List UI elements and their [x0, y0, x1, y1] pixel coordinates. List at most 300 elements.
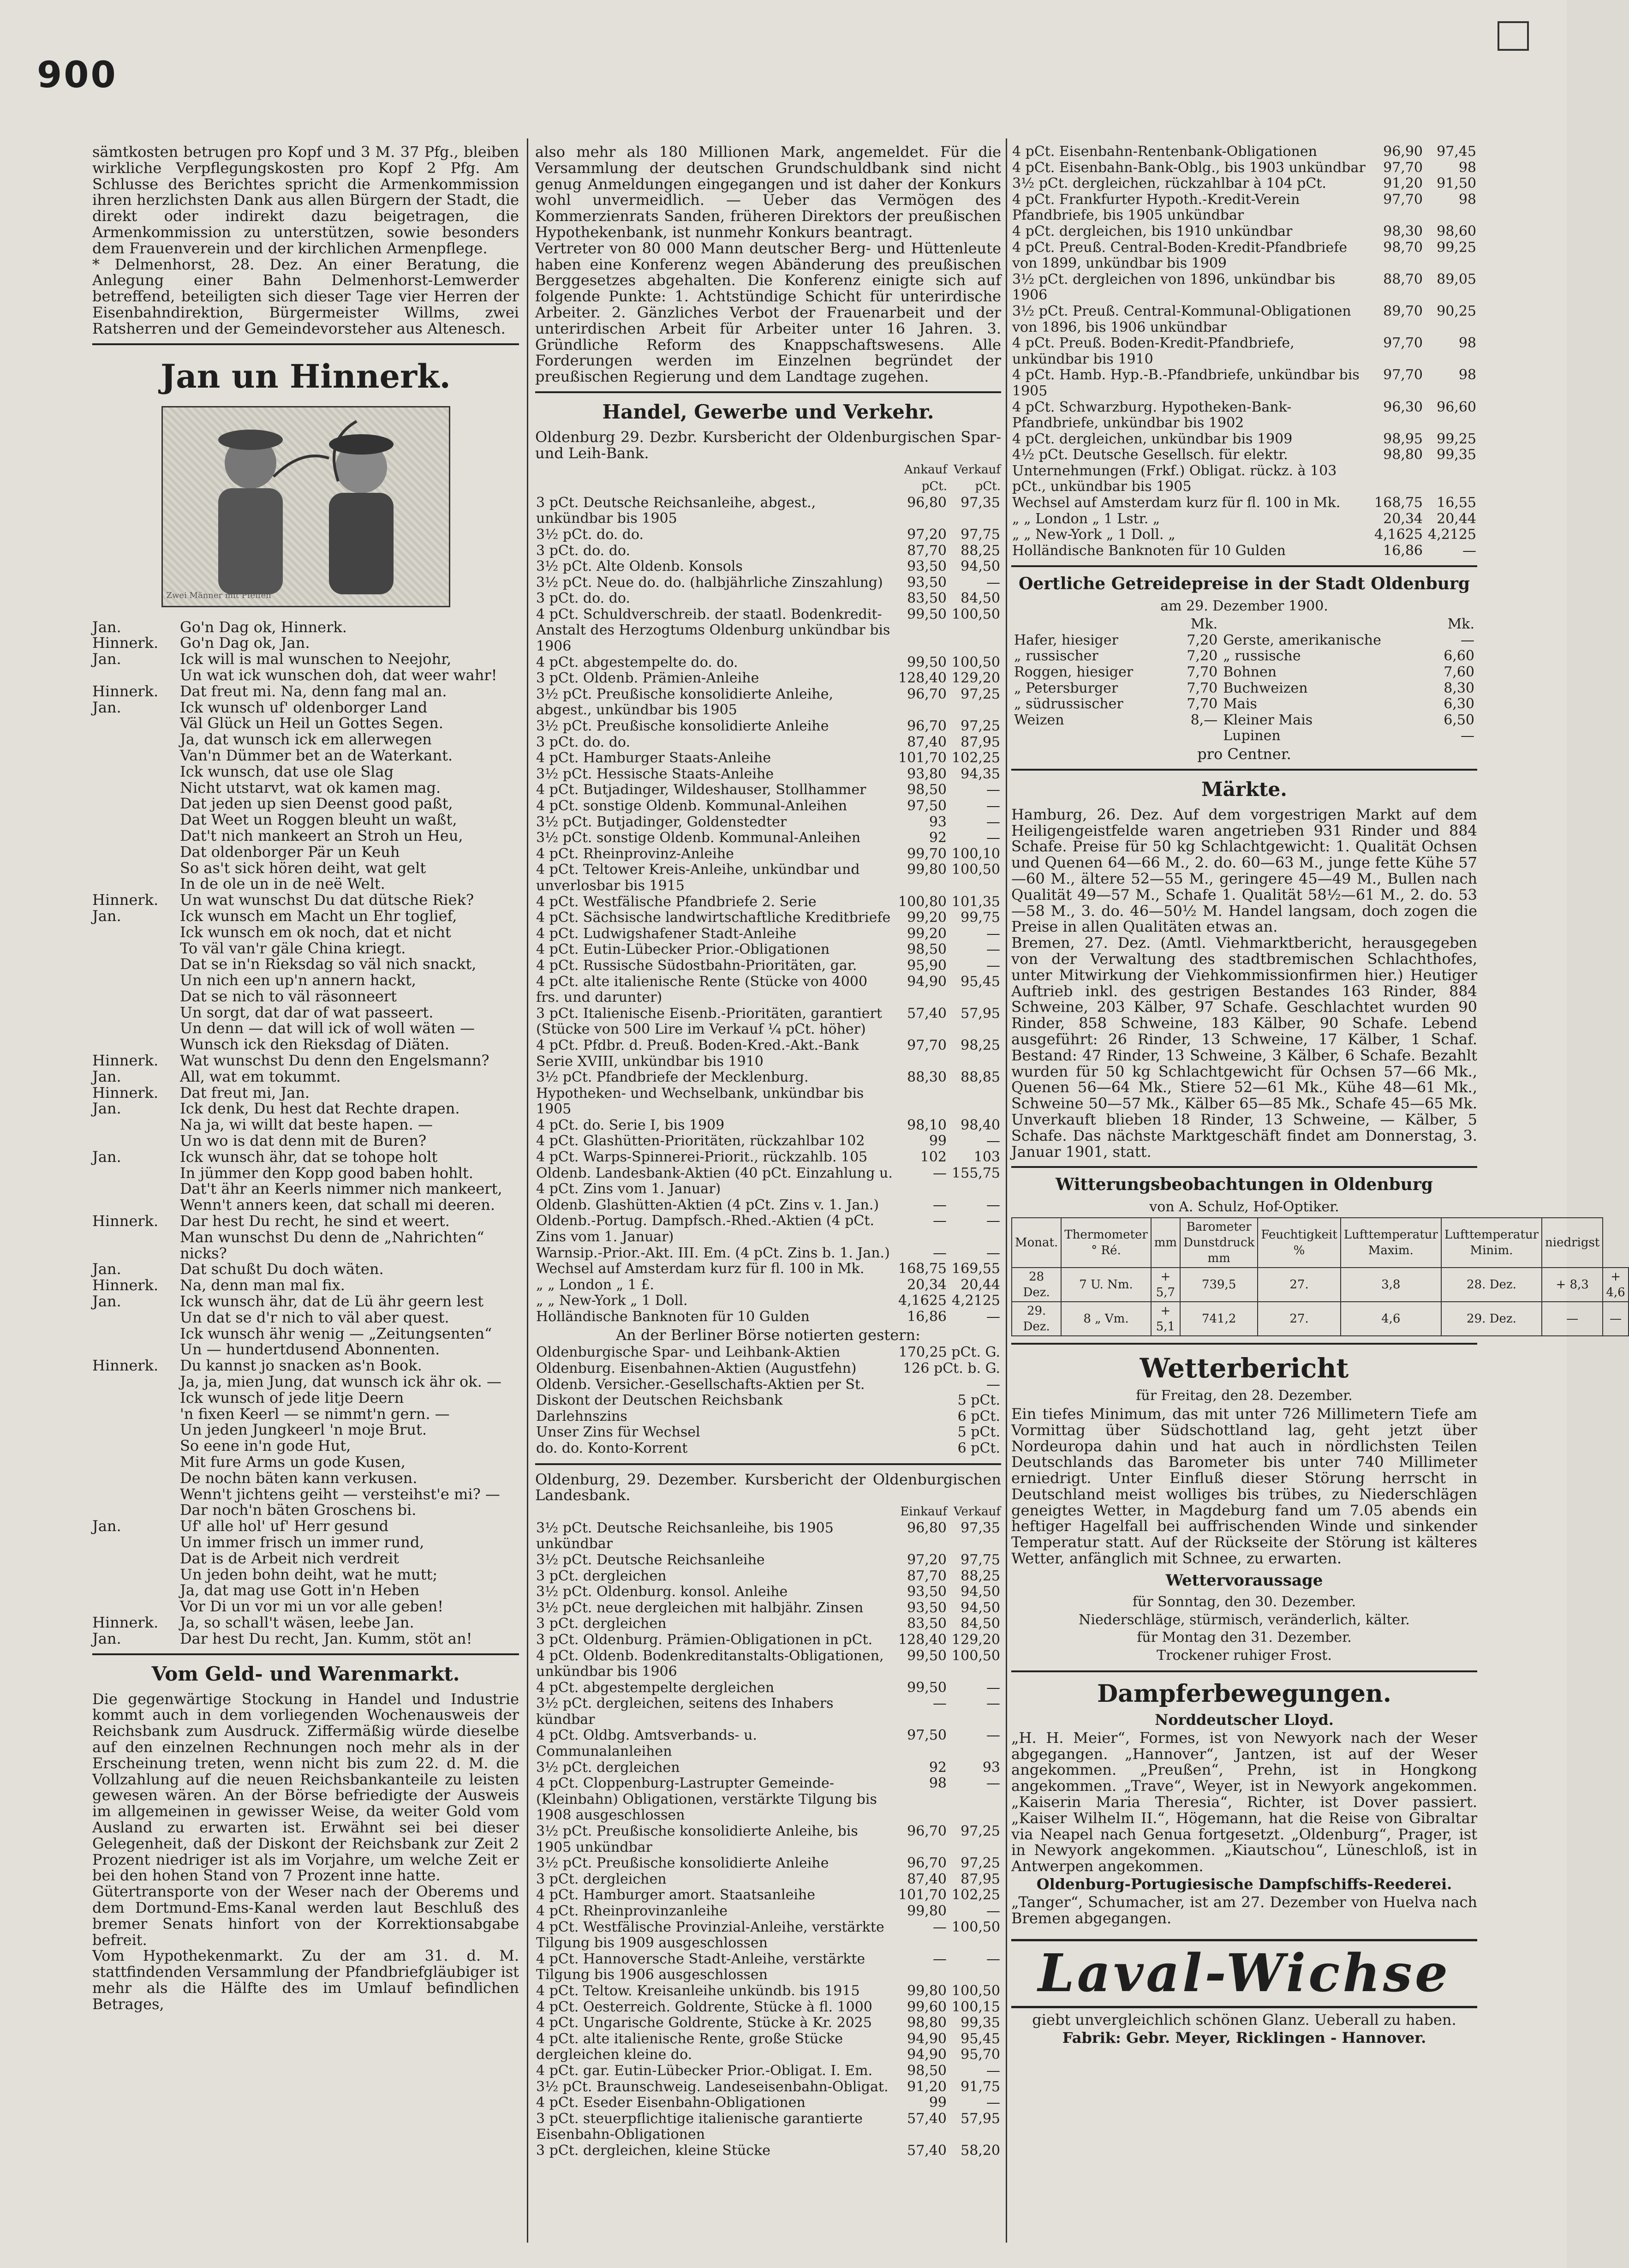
table-row [1011, 664, 1477, 681]
verse: Dat oldenborger Pär un Keuh [180, 843, 400, 861]
unit-label: Mk. [1447, 616, 1474, 633]
dialogue-line [92, 828, 519, 844]
weather-cell: 4,6 [1341, 1302, 1441, 1336]
dialogue-line [92, 1036, 519, 1053]
dialogue-line [92, 731, 519, 748]
table-row [1011, 633, 1477, 649]
security-name: 3 pCt. dergleichen [536, 1871, 667, 1887]
speaker [92, 924, 161, 940]
table-row [535, 1855, 1001, 1872]
col-header: mm [1151, 1218, 1180, 1268]
security-name: 4 pCt. Hamburger amort. Staatsanleihe [536, 1887, 816, 1903]
security-name: 3½ pCt. dergleichen, seitens des Inhabers kündbar [536, 1695, 834, 1728]
section-title: Märkte. [1201, 778, 1287, 801]
divider [535, 391, 1001, 393]
security-name: 4 pCt. alte italienische Rente, große Stücke [536, 2030, 843, 2047]
table-row [535, 1600, 1001, 1616]
speaker [92, 1165, 161, 1181]
sell-price: 155,75 [952, 1165, 1000, 1181]
table-row [535, 2063, 1001, 2079]
verse: Dat Weet un Roggen bleuht un waßt, [180, 811, 457, 829]
buy-price: — [933, 1919, 947, 1935]
report-header: Oldenburg 29. Dezbr. Kursbericht der Oldenburgischen Spar- und Leih-Bank. [535, 428, 1001, 462]
illustration [161, 406, 450, 607]
table-row [1011, 543, 1477, 559]
table-row [535, 591, 1001, 607]
weather-cell: 29. Dez. [1012, 1302, 1061, 1336]
dialogue-line [92, 635, 519, 651]
quote-name: Oldenburg. Eisenbahnen-Aktien (Augustfehn) [536, 1360, 857, 1376]
article-text: also mehr als 180 Millionen Mark, angemeldet. Für die Versammlung der deutschen Grundschuldbank sind nicht genug Anmeldungen eingegangen und ist daher der Konkurs wohl unvermeidlich. — Ueber das Vermögen des Kommerzienrats Sanden, früheren Direktors der preußischen Hypothekenbank, ist nunmehr Konkurs beantragt. [535, 143, 1001, 241]
dialogue-line [92, 700, 519, 716]
security-name: 4 pCt. Schuldverschreib. der staatl. Bodenkredit-Anstalt des Herzogtums Oldenburg unkündbar bis 1906 [536, 606, 890, 655]
speaker [92, 1438, 161, 1454]
col-unit: pCt. [975, 479, 1001, 494]
report-header: An der Berliner Börse notierten gestern: [616, 1326, 920, 1344]
security-name: 3 pCt. dergleichen [536, 1616, 667, 1632]
buy-price: 97,20 [907, 1551, 947, 1568]
buy-price: 99,50 [907, 1679, 947, 1696]
table-row [535, 1409, 1001, 1425]
buy-price: 93,50 [907, 1599, 947, 1616]
article-text: Bremen, 27. Dez. (Amtl. Viehmarktbericht, herausgegeben von der Verwaltung des stadtbremischen Schlachthofes, unter Mitwirkung der Viehkommissionfirmen hier.) Heutiger Auftrieb inkl. des gestrigen Bestandes 163 Rinder, 884 Schweine, 203 Kälber, 97 Schafe. Geschlachtet wurden 90 Rinder, 858 Schweine, 183 Kälber, 90 Schafe. Lebend ausgeführt: 26 Rinder, 13 Schweine, 17 Kälber, 1 Schaf. Bestand: 47 Rinder, 13 Schweine, 3 Kälber, 6 Schafe. Bezahlt wurden für 50 kg Schlachtgewicht für Ochsen 57—66 Mk., Quenen 56—64 Mk., Stiere 52—61 Mk., Kühe 48—61 Mk., Schweine 50—57 Mk., Kälber 65—85 Mk., Schafe 45—65 Mk. Unverkauft blieben 18 Rinder, 13 Schweine, — Kälber, 5 Schafe. Das nächste Marktgeschäft findet am Donnerstag, 3. Januar 1901, statt. [1011, 934, 1477, 1161]
sell-price: — [986, 782, 1000, 798]
sell-price: — [986, 1679, 1000, 1696]
buy-price: 97,70 [907, 1037, 947, 1053]
verse: Ja, so schall't wäsen, leebe Jan. [180, 1613, 414, 1631]
security-name: 4 pCt. Ludwigshafener Stadt-Anleihe [536, 925, 797, 942]
verse: Un jeden bohn deiht, wat he mutt; [180, 1565, 438, 1583]
table-row [1011, 431, 1477, 448]
table-row [535, 1616, 1001, 1632]
table-row [535, 1038, 1001, 1070]
verse: Wunsch ick den Rieksdag of Diäten. [180, 1035, 449, 1053]
speaker [92, 1567, 161, 1583]
ad-text: giebt unvergleichlich schönen Glanz. Ueberall zu haben. [1032, 2011, 1456, 2029]
dialogue-line [92, 988, 519, 1005]
table-row [535, 1133, 1001, 1149]
verse: Wat wunschst Du denn den Engelsmann? [180, 1052, 489, 1070]
buy-price: 99,80 [907, 862, 947, 878]
grain-price: 8,— [1190, 712, 1218, 728]
sell-price: — [986, 1727, 1000, 1744]
grain-price: 7,70 [1187, 696, 1218, 712]
speaker [92, 1390, 161, 1406]
table-row [535, 1648, 1001, 1680]
dialogue-line [92, 1326, 519, 1342]
dialogue-line [92, 876, 519, 892]
buy-price: 91,20 [1383, 175, 1423, 192]
dialogue-line [92, 796, 519, 812]
quote-value: 126 pCt. b. G. [903, 1360, 1000, 1376]
buy-price: 87,40 [907, 734, 947, 750]
verse: Un dat se d'r nich to väl aber quest. [180, 1308, 449, 1326]
security-name: 3½ pCt. Oldenburg. konsol. Anleihe [536, 1584, 788, 1600]
speaker: Jan. [92, 1629, 121, 1647]
table-row [535, 607, 1001, 655]
sell-price: 97,25 [961, 1823, 1000, 1840]
sell-price: 90,25 [1437, 303, 1476, 319]
buy-price: 93 [929, 814, 947, 830]
sell-price: 94,50 [961, 558, 1000, 575]
table-row [535, 2143, 1001, 2159]
grain-price: 7,20 [1187, 648, 1218, 664]
dialogue-line [92, 1454, 519, 1470]
table-row [535, 1293, 1001, 1309]
table-row [535, 1377, 1001, 1393]
divider [1011, 565, 1477, 567]
speaker [92, 731, 161, 748]
quote-value: 6 pCt. [957, 1408, 1000, 1424]
speaker [92, 1534, 161, 1550]
speaker [92, 1341, 161, 1358]
buy-price: 97,70 [1383, 191, 1423, 208]
table-row [535, 974, 1001, 1006]
weather-cell: 29. Dez. [1441, 1302, 1542, 1336]
section-title: Oertliche Getreidepreise in der Stadt Oldenburg [1018, 574, 1470, 594]
speaker: Jan. [92, 650, 121, 668]
speaker [92, 1229, 161, 1262]
buy-price: 97,70 [1383, 367, 1423, 383]
quote-name: Oldenb. Versicher.-Gesellschafts-Aktien per St. [536, 1376, 865, 1393]
buy-price: 97,20 [907, 526, 947, 543]
security-name: 4 pCt. Sächsische landwirtschaftliche Kreditbriefe [536, 910, 891, 926]
verse: Dat se nich to väl räsonneert [180, 987, 397, 1005]
buy-price: 101,70 [898, 1887, 947, 1903]
sell-price: 88,25 [961, 1568, 1000, 1584]
security-name: 4 pCt. Hamb. Hyp.-B.-Pfandbriefe, unkündbar bis 1905 [1012, 367, 1360, 399]
table-row [535, 670, 1001, 687]
sell-price: — [986, 1309, 1000, 1325]
buy-price: — [933, 1197, 947, 1213]
dialogue-line [92, 1181, 519, 1197]
speaker [92, 956, 161, 972]
table-row [535, 495, 1001, 527]
table-row [535, 1070, 1001, 1118]
speaker [92, 780, 161, 796]
speaker [92, 1470, 161, 1486]
buy-price: 99 [929, 1133, 947, 1149]
divider [1011, 1343, 1477, 1345]
verse: Dat is de Arbeit nich verdreit [180, 1549, 399, 1567]
sell-price: 84,50 [961, 1616, 1000, 1632]
weather-cell: + 4,6 [1603, 1268, 1628, 1302]
col-unit: pCt. [921, 479, 947, 494]
weather-cell: 741,2 [1180, 1302, 1258, 1336]
grain-price: 6,30 [1444, 696, 1474, 712]
speaker [92, 1005, 161, 1021]
speaker [92, 1598, 161, 1615]
buy-price: 92 [929, 1759, 947, 1776]
security-name: 3 pCt. do. do. [536, 590, 630, 607]
quote-name: Darlehnszins [536, 1408, 627, 1424]
speaker [92, 1486, 161, 1502]
sell-price: 91,75 [961, 2078, 1000, 2095]
buy-price: 99,70 [907, 845, 947, 862]
grain-price: 7,70 [1187, 664, 1218, 681]
speaker [92, 860, 161, 876]
dialogue-line [92, 1422, 519, 1438]
table-row [535, 1277, 1001, 1293]
weather-table [1011, 1217, 1629, 1336]
buy-price: 99,20 [907, 910, 947, 926]
quote-table [535, 1503, 1001, 2159]
dialogue-line [92, 1005, 519, 1021]
sell-price: 20,44 [961, 1276, 1000, 1293]
security-name: 4 pCt. gar. Eutin-Lübecker Prior.-Obligat. I. Em. [536, 2062, 873, 2079]
buy-price: 20,34 [1383, 510, 1423, 527]
security-name: 4 pCt. Hannoversche Stadt-Anleihe, verstärkte Tilgung bis 1906 ausgeschlossen [536, 1951, 865, 1983]
buy-price: 96,30 [1383, 399, 1423, 415]
dialogue-line [92, 1133, 519, 1149]
security-name: Holländische Banknoten für 10 Gulden [536, 1309, 810, 1325]
article-text: Hamburg, 26. Dez. Auf dem vorgestrigen Markt auf dem Heiligengeistfelde waren angetrieben 931 Rinder und 884 Schafe. Preise für 50 kg Schlachtgewicht: 1. Qualität Ochsen und Quenen 64—66 M., 2. do. 60—63 M., junge fette Kühe 57—60 M., ältere 52—55 M., geringere 45—49 M., Bullen nach Qualität 49—57 M., Schafe 1. Qualität 58½—61 M., 2. do. 53—58 M., 3. do. 46—50½ M. Handel langsam, doch zogen die Preise in allen Qualitäten etwas an. [1011, 805, 1477, 936]
col-header: Einkauf [900, 1505, 947, 1519]
verse: Dat freut mi. Na, denn fang mal an. [180, 682, 447, 700]
dialogue-line [92, 860, 519, 876]
speaker [92, 667, 161, 683]
speaker: Jan. [92, 1148, 121, 1166]
security-name: 3½ pCt. dergleichen von 1896, unkündbar bis 1906 [1012, 271, 1336, 304]
verse: Un wat ick wunschen doh, dat weer wahr! [180, 666, 497, 684]
col-header: Verkauf [954, 1505, 1001, 1519]
security-name: 3½ pCt. Hessische Staats-Anleihe [536, 766, 774, 782]
weather-cell: 28. Dez. [1441, 1268, 1542, 1302]
buy-price: 96,70 [907, 686, 947, 702]
sell-price: 99,35 [1437, 447, 1476, 463]
security-name: „ „ London „ 1 Lstr. „ [1012, 510, 1160, 527]
speaker [92, 972, 161, 988]
sell-price: 91,50 [1437, 175, 1476, 192]
verse: Dar noch'n bäten Groschens bi. [180, 1501, 417, 1519]
security-name: 4 pCt. Preuß. Boden-Kredit-Pfandbriefe, unkündbar bis 1910 [1012, 335, 1295, 367]
grain-price: 6,50 [1444, 712, 1474, 728]
divider [92, 343, 519, 345]
table-row [1011, 176, 1477, 192]
security-name: 4 pCt. Westfälische Provinzial-Anleihe, verstärkte Tilgung bis 1909 ausgeschlossen [536, 1919, 884, 1951]
verse: Dar hest Du recht, Jan. Kumm, stöt an! [180, 1629, 472, 1647]
sell-price: — [986, 1197, 1000, 1213]
table-row [535, 846, 1001, 862]
speaker: Hinnerk. [92, 1083, 159, 1101]
buy-price: 95,90 [907, 957, 947, 974]
verse: Man wunschst Du denn de „Nahrichten“ nicks? [180, 1228, 484, 1262]
verse: Nicht utstarvt, wat ok kamen mag. [180, 778, 441, 796]
security-name: 4 pCt. Teltower Kreis-Anleihe, unkündbar und unverlosbar bis 1915 [536, 862, 860, 894]
buy-price: 100,80 [898, 893, 947, 910]
buy-price: — [933, 1213, 947, 1229]
security-name: 4 pCt. Rheinprovinzanleihe [536, 1903, 728, 1919]
dialogue-line [92, 1229, 519, 1262]
quote-value: 170,25 pCt. G. [898, 1344, 1000, 1361]
quote-name: do. do. Konto-Korrent [536, 1440, 688, 1456]
security-name: 3 pCt. steuerpflichtige italienische garantierte Eisenbahn-Obligationen [536, 2110, 863, 2143]
dialogue [92, 619, 519, 1647]
speaker: Jan. [92, 1067, 121, 1085]
article-text: Vom Hypothekenmarkt. Zu der am 31. d. M. stattfindenden Versammlung der Pfandbriefgläubiger ist mehr als die Hälfte des im Umlauf befindlichen Betrages, [92, 1947, 519, 2013]
speaker: Hinnerk. [92, 1613, 159, 1631]
verse: 'n fixen Keerl — se nimmt'n gern. — [180, 1405, 450, 1423]
buy-price: 96,70 [907, 718, 947, 735]
table-row [1011, 495, 1477, 511]
verse: Ick will is mal wunschen to Neejohr, [180, 650, 452, 668]
dialogue-line [92, 1101, 519, 1117]
illustration-label: Zwei Männer mit Pfeifen [166, 590, 271, 600]
buy-price: 96,90 [1383, 144, 1423, 160]
sell-price: 102,25 [952, 1887, 1000, 1903]
table-row [535, 894, 1001, 910]
grain-note: pro Centner. [1197, 745, 1291, 763]
sell-price: 169,55 [952, 1261, 1000, 1277]
table-row [535, 1006, 1001, 1038]
sell-price: 97,35 [961, 494, 1000, 511]
grain-name: Bohnen [1223, 664, 1277, 681]
verse: So as't sick hören deiht, wat gelt [180, 859, 426, 877]
security-name: 4 pCt. Oldbg. Amtsverbands- u. Communalanleihen [536, 1727, 757, 1760]
col-header: Ankauf [904, 462, 947, 477]
security-name: 4 pCt. dergleichen, unkündbar bis 1909 [1012, 431, 1293, 447]
security-name: Oldenb.-Portug. Dampfsch.-Rhed.-Aktien (4 pCt. Zins vom 1. Januar) [536, 1213, 874, 1245]
table-row [535, 1728, 1001, 1759]
buy-price: 102 [920, 1149, 947, 1166]
dialogue-line [92, 908, 519, 924]
grain-name: Mais [1223, 696, 1257, 712]
buy-price: 99 [929, 2094, 947, 2111]
table-row [535, 1760, 1001, 1776]
grain-name: „ Petersburger [1014, 680, 1118, 696]
security-name: „ „ London „ 1 £. [536, 1276, 654, 1293]
buy-price: 99,80 [907, 1982, 947, 1999]
verse: Dat't nich mankeert an Stroh un Heu, [180, 826, 463, 844]
weather-cell: 8 „ Vm. [1061, 1302, 1151, 1336]
buy-price: 93,50 [907, 574, 947, 591]
dialogue-line [92, 1310, 519, 1326]
dialogue-line [92, 1406, 519, 1422]
buy-price: 168,75 [1374, 495, 1423, 511]
table-row [1011, 160, 1477, 176]
security-name: 3½ pCt. dergleichen [536, 1759, 680, 1776]
weather-cell: + 5,7 [1151, 1268, 1180, 1302]
security-name: Warnsip.-Prior.-Akt. III. Em. (4 pCt. Zins b. 1. Jan.) [536, 1245, 890, 1261]
security-name: 4 pCt. Ungarische Goldrente, Stücke à Kr. 2025 [536, 2015, 872, 2031]
table-row [1011, 400, 1477, 431]
sell-price: 98,60 [1437, 223, 1476, 239]
speaker [92, 844, 161, 860]
security-name: Wechsel auf Amsterdam kurz für fl. 100 in Mk. [1012, 495, 1341, 511]
dialogue-line [92, 1149, 519, 1165]
verse: Un wat wunschst Du dat dütsche Riek? [180, 891, 474, 909]
sell-price: 58,20 [961, 2142, 1000, 2159]
table-row [535, 1983, 1001, 1999]
security-name: 3 pCt. Oldenburg. Prämien-Obligationen in pCt. [536, 1631, 873, 1648]
verse: Uf' alle hol' uf' Herr gesund [180, 1517, 389, 1535]
buy-price: 20,34 [907, 1276, 947, 1293]
weather-cell: 739,5 [1180, 1268, 1258, 1302]
section-subtitle: am 29. Dezember 1900. [1160, 598, 1328, 615]
security-name: 4 pCt. sonstige Oldenb. Kommunal-Anleihen [536, 798, 847, 814]
verse: Dat schußt Du doch wäten. [180, 1260, 384, 1278]
buy-price: 4,1625 [898, 1293, 947, 1309]
section-title: Dampferbewegungen. [1097, 1680, 1391, 1708]
table-row [1011, 224, 1477, 240]
table-row [535, 735, 1001, 751]
section-title: Wetterbericht [1140, 1352, 1349, 1384]
verse: Mit fure Arms un gode Kusen, [180, 1453, 406, 1471]
security-name: 4 pCt. Schwarzburg. Hypotheken-Bank-Pfandbriefe, unkündbar bis 1902 [1012, 399, 1292, 431]
sell-price: 98 [1458, 335, 1476, 352]
table-row [535, 655, 1001, 671]
table-row [1011, 367, 1477, 399]
sell-price: 100,50 [952, 1647, 1000, 1664]
dialogue-line [92, 1631, 519, 1647]
security-name: 3 pCt. dergleichen [536, 1568, 667, 1584]
table-row [535, 926, 1001, 942]
buy-price: — [933, 1951, 947, 1967]
col-header: Lufttemperatur Maxim. [1341, 1218, 1441, 1268]
col-header: Verkauf [954, 462, 1001, 477]
dialogue-line [92, 748, 519, 764]
grain-name: Lupinen [1223, 728, 1281, 744]
buy-price: 57,40 [907, 1005, 947, 1022]
forecast-line: Trockener ruhiger Frost. [1157, 1647, 1332, 1664]
table-row [535, 1345, 1001, 1361]
weather-cell: 27. [1258, 1302, 1340, 1336]
buy-price: 99,50 [907, 654, 947, 670]
dialogue-line [92, 1277, 519, 1293]
dialogue-line [92, 1341, 519, 1358]
dialogue-line [92, 892, 519, 908]
buy-price: 96,80 [907, 1520, 947, 1536]
table-row [535, 750, 1001, 766]
table-row [535, 1568, 1001, 1585]
verse: Ja, ja, mien Jung, dat wunsch ick ähr ok. — [180, 1373, 501, 1391]
sell-price: 99,25 [1437, 431, 1476, 447]
table-row [1011, 240, 1477, 272]
speaker [92, 1422, 161, 1438]
buy-price: 83,50 [907, 1616, 947, 1632]
dialogue-line [92, 1261, 519, 1277]
column-2 [535, 144, 1001, 2239]
quote-name: Oldenburgische Spar- und Leihbank-Aktien [536, 1344, 841, 1361]
dialogue-line [92, 972, 519, 988]
sell-price: 99,35 [961, 2015, 1000, 2031]
article-text: * Delmenhorst, 28. Dez. An einer Beratung, die Anlegung einer Bahn Delmenhorst-Lemwerder betreffend, beteiligten sich dieser Tage vier Herren der Eisenbahndirektion, Bürgermeister Willms, zwei Ratsherren und der Gemeindevorsteher aus Altenesch. [92, 255, 519, 337]
buy-price: 99,50 [907, 606, 947, 622]
sell-price: — [986, 814, 1000, 830]
verse: Ja, dat mag use Gott in'n Heben [180, 1581, 420, 1599]
security-name: Wechsel auf Amsterdam kurz für fl. 100 in Mk. [536, 1261, 865, 1277]
buy-price: 93,50 [907, 1584, 947, 1600]
col-header: niedrigst [1542, 1218, 1603, 1268]
security-name: 3½ pCt. Preußische konsolidierte Anleihe, bis 1905 unkündbar [536, 1823, 858, 1855]
table-row [1011, 335, 1477, 367]
security-name: Oldenb. Glashütten-Aktien (4 pCt. Zins v. 1. Jan.) [536, 1197, 879, 1213]
speaker: Hinnerk. [92, 1276, 159, 1294]
verse: Dar hest Du recht, he sind et weert. [180, 1212, 450, 1230]
speaker: Jan. [92, 1293, 121, 1311]
security-name: 4 pCt. do. Serie I, bis 1909 [536, 1117, 725, 1133]
sell-price: 99,75 [961, 910, 1000, 926]
section-title: Handel, Gewerbe und Verkehr. [602, 400, 934, 423]
verse: Ick wunsch em ok noch, dat et nicht [180, 923, 451, 941]
verse: Wenn't jichtens geiht — versteihst'e mi? — [180, 1485, 500, 1503]
security-name: 4 pCt. Eutin-Lübecker Prior.-Obligationen [536, 941, 830, 958]
speaker: Hinnerk. [92, 891, 159, 909]
speaker [92, 1326, 161, 1342]
dialogue-line [92, 667, 519, 683]
col-header: Monat. [1012, 1218, 1061, 1268]
divider [1011, 1670, 1477, 1672]
